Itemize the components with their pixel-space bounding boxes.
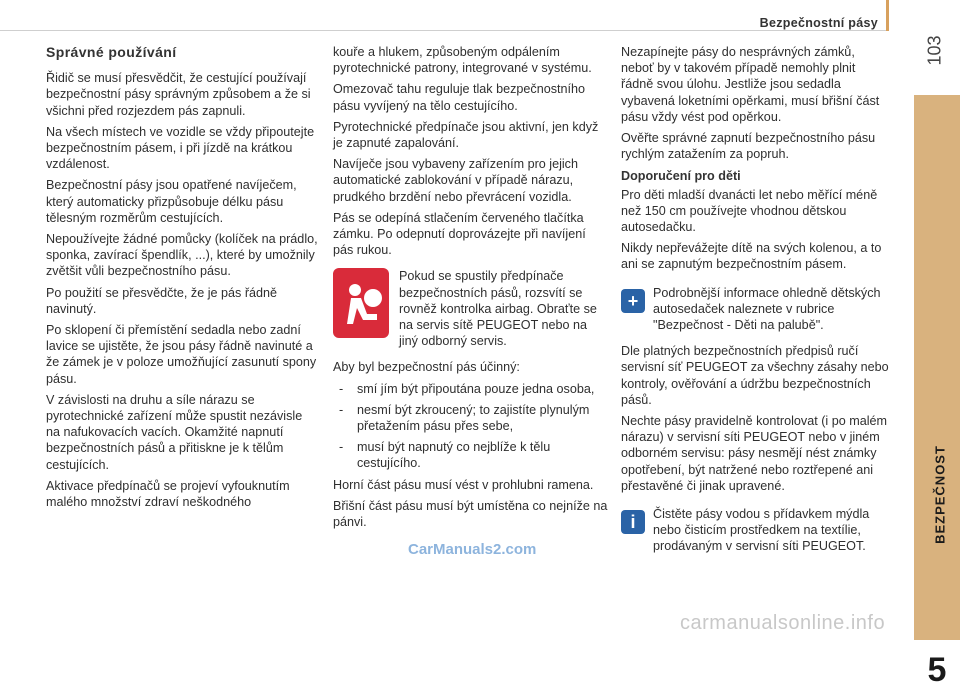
paragraph: Pás se odepíná stlačením červeného tlačítka zámku. Po odepnutí doprovázejte při navíjení pás rukou. — [333, 210, 586, 258]
plus-note-text: Podrobnější informace ohledně dětských autosedaček naleznete v rubrice "Bezpečnost - Děti na palubě". — [653, 285, 881, 333]
warning-note-text: Pokud se spustily předpínače bezpečnostních pásů, rozsvítí se rovněž kontrolka airbag. Obraťte se na servis sítě PEUGEOT nebo na jiný odborný servis. — [399, 269, 597, 349]
subheading: Doporučení pro děti — [621, 169, 741, 184]
list-item: - musí být napnutý co nejblíže k tělu cestujícího. — [339, 440, 551, 471]
paragraph: Navíječe jsou vybaveny zařízením pro jejich automatické zablokování v případě nárazu, prudkého brzdění nebo převrácení vozidla. — [333, 157, 578, 204]
chapter-number: 5 — [927, 651, 947, 689]
paragraph: Aby byl bezpečnostní pás účinný: — [333, 360, 520, 375]
list-item: - nesmí být zkroucený; to zajistíte plynulým přetažením pásu přes sebe, — [339, 402, 590, 434]
paragraph: Po sklopení či přemístění sedadla nebo zadní lavice se ujistěte, že jsou pásy řádně navinuté a že zámek je v poloze umožňující zasunutí spony pásu. — [46, 323, 317, 386]
paragraph: Omezovač tahu reguluje tlak bezpečnostního pásu vyvíjený na tělo cestujícího. — [333, 82, 586, 113]
info-icon: i — [621, 510, 645, 534]
paragraph: Pro děti mladší dvanácti let nebo měřící méně než 150 cm používejte vhodnou dětskou autosedačku. — [621, 187, 878, 235]
watermark-bottom: carmanualsonline.info — [680, 612, 886, 634]
warning-note — [333, 268, 609, 349]
paragraph: Nezapínejte pásy do nesprávných zámků, neboť by v takovém případě nemohly plnit řádně svou úlohu. Jestliže jsou sedadla vybavená loketními opěrkami, musí břišní část pásu vždy vést pod opěrkou. — [621, 45, 880, 124]
header-rule — [0, 30, 886, 31]
paragraph: Břišní část pásu musí být umístěna co nejníže na pánvi. — [333, 498, 608, 530]
paragraph: Nechte pásy pravidelně kontrolovat (i po malém nárazu) v servisní síti PEUGEOT nebo v jiném odborném servisu: pásy nesmějí nést známky opotřebení, být natržené nebo roztřepené ani přestavěné či jinak upravené. — [621, 414, 887, 493]
column-3 — [621, 44, 891, 565]
paragraph: V závislosti na druhu a síle nárazu se pyrotechnické zařízení může spustit nezávisle na nafukovacích vacích. Okamžité napnutí bezpečnostních pásů a přitiskne je k tělům cestujících. — [46, 392, 303, 472]
header-accent — [886, 0, 889, 31]
column-2 — [333, 44, 609, 535]
chapter-tab — [914, 95, 960, 689]
paragraph: Ověřte správné zapnutí bezpečnostního pásu rychlým zatažením za popruh. — [621, 131, 876, 162]
chapter-label: BEZPEČNOST — [932, 445, 948, 544]
paragraph: Na všech místech ve vozidle se vždy připoutejte bezpečnostním pásem, i při jízdě na krátkou vzdálenost. — [46, 124, 315, 172]
paragraph: Horní část pásu musí vést v prohlubni ramena. — [333, 477, 594, 492]
section-heading: Správné používání — [46, 44, 177, 60]
paragraph: kouře a hlukem, způsobeným odpálením pyrotechnické patrony, integrované v systému. — [333, 45, 592, 76]
paragraph: Nikdy nepřevážejte dítě na svých kolenou, a to ani se zapnutým bezpečnostním pásem. — [621, 241, 882, 272]
plus-icon: + — [621, 289, 645, 313]
page-number: 103 — [924, 35, 945, 66]
paragraph: Po použití se přesvědčte, že je pás řádně navinutý. — [46, 285, 278, 316]
info-note-text: Čistěte pásy vodou s přídavkem mýdla nebo čisticím prostředkem na textílie, prodávaným v servisní síti PEUGEOT. — [653, 507, 870, 554]
paragraph: Řidič se musí přesvědčit, že cestující používají bezpečnostní pásy správným způsobem a že si všichni před rozjezdem pás zapnuli. — [46, 71, 311, 118]
paragraph: Nepoužívejte žádné pomůcky (kolíček na prádlo, sponka, zavírací špendlík, ...), které by umožnily zvětšit vůli bezpečnostního pásu. — [46, 232, 318, 279]
paragraph: Bezpečnostní pásy jsou opatřené navíječem, který automaticky přizpůsobuje délku pásu tělesným rozměrům cestujících. — [46, 178, 297, 225]
list-item: - smí jím být připoutána pouze jedna osoba, — [339, 381, 595, 396]
airbag-warning-icon — [333, 268, 389, 338]
plus-note — [621, 285, 891, 334]
paragraph: Dle platných bezpečnostních předpisů ručí servisní síť PEUGEOT za všechny zásahy nebo kontroly, ověřování a údržbu bezpečnostních pásů. — [621, 344, 889, 407]
watermark-top: CarManuals2.com — [408, 541, 537, 558]
paragraph: Pyrotechnické předpínače jsou aktivní, jen když je zapnuté zapalování. — [333, 119, 599, 151]
section-title: Bezpečnostní pásy — [759, 16, 878, 30]
column-1 — [46, 44, 318, 515]
info-note — [621, 506, 891, 555]
paragraph: Aktivace předpínačů se projeví vyfouknutím malého množství zdraví neškodného — [46, 478, 290, 510]
